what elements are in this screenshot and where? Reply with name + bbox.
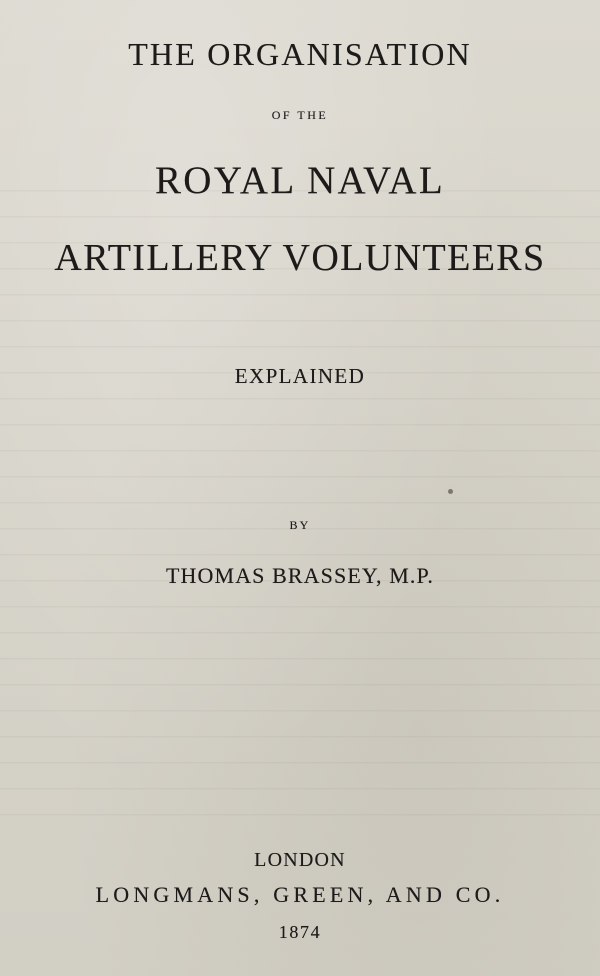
by-label: BY [289, 518, 311, 532]
title-line-2: OF THE [271, 108, 329, 122]
title-line-3: ROYAL NAVAL [154, 159, 446, 202]
paper-speck [448, 489, 453, 494]
publisher-place: LONDON [254, 849, 346, 871]
title-line-4: ARTILLERY VOLUNTEERS [54, 237, 546, 279]
title-line-5: EXPLAINED [234, 364, 366, 388]
author-name: THOMAS BRASSEY, M.P. [166, 563, 434, 588]
title-line-1: THE ORGANISATION [128, 36, 472, 72]
show-through-texture [0, 190, 600, 830]
publication-year: 1874 [278, 922, 322, 942]
publisher-name: LONGMANS, GREEN, AND CO. [95, 882, 505, 907]
